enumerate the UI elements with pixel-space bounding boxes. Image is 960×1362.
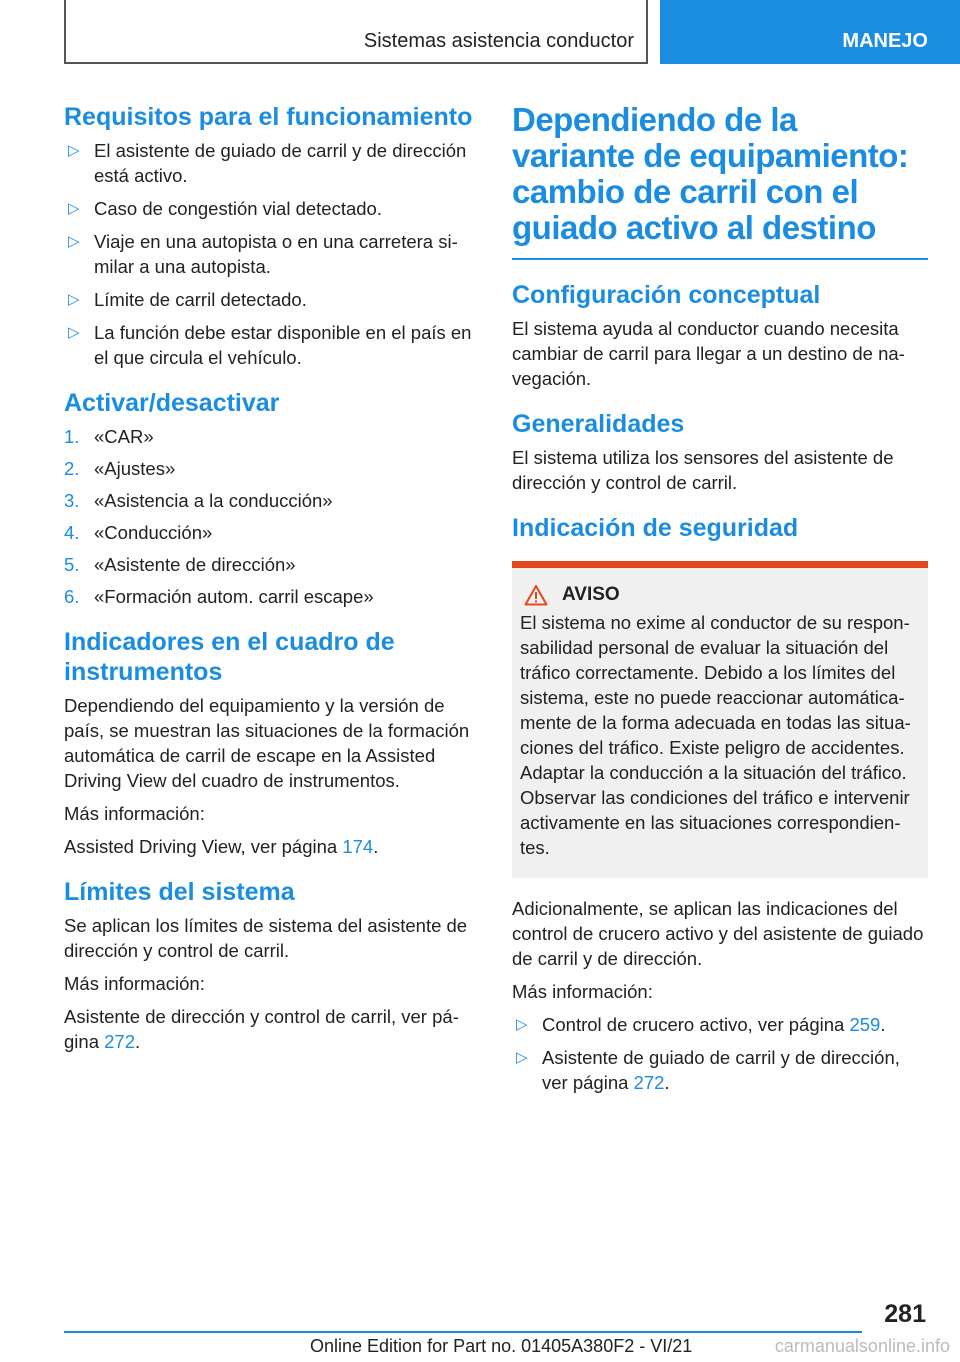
more-info-label: Más información: xyxy=(64,803,205,824)
triangle-bullet-icon: ▷ xyxy=(68,291,80,308)
page-link[interactable]: 272 xyxy=(633,1072,665,1093)
list-item: ▷ Control de crucero activo, ver página 259. xyxy=(516,1014,886,1035)
heading-divider xyxy=(512,258,928,260)
step-item: 1. «CAR» xyxy=(64,426,154,447)
left-column xyxy=(64,102,482,1062)
safety-heading: Indicación de seguridad xyxy=(512,514,799,542)
reference-list xyxy=(512,1012,928,1095)
warning-header xyxy=(520,584,920,606)
right-column xyxy=(512,102,928,1103)
section-title: Sistemas asistencia conductor xyxy=(363,30,634,52)
triangle-bullet-icon: ▷ xyxy=(68,200,80,217)
indicators-heading: Indicadores en el cuadro de instrumentos xyxy=(64,628,395,686)
step-item: 5. «Asistente de dirección» xyxy=(64,554,296,575)
limits-heading: Límites del sistema xyxy=(64,878,295,906)
indicators-text: Dependiendo del equipamiento y la versión de país, se muestran las situaciones de la formación automática de carril de escape en la Assisted Driving View del cuadro de instrumentos. xyxy=(64,695,470,791)
triangle-bullet-icon: ▷ xyxy=(68,233,80,250)
page-link[interactable]: 259 xyxy=(849,1014,881,1035)
list-item: ▷ El asistente de guiado de carril y de dirección está activo. xyxy=(68,140,467,186)
triangle-bullet-icon: ▷ xyxy=(516,1049,528,1066)
activate-heading: Activar/desactivar xyxy=(64,389,280,417)
requirements-list xyxy=(64,138,482,370)
triangle-bullet-icon: ▷ xyxy=(516,1016,528,1033)
additional-text: Adicionalmente, se aplican las indicaciones del control de crucero activo y del asistente de guiado de carril y de dirección. xyxy=(512,898,924,969)
chapter-tab[interactable] xyxy=(660,0,960,64)
page-link[interactable]: 174 xyxy=(342,836,374,857)
reference-line: Assisted Driving View, ver página 174. xyxy=(64,836,379,857)
chapter-tab-label: MANEJO xyxy=(842,30,928,52)
step-item: 2. «Ajustes» xyxy=(64,458,176,479)
limits-text: Se aplican los límites de sistema del asistente de dirección y control de carril. xyxy=(64,915,468,961)
warning-box xyxy=(512,561,928,878)
warning-text: El sistema no exime al conductor de su responsabilidad personal de evaluar la situación del tráfico correctamente. Debido a los límites del sistema, este no puede reaccionar automáticamente de la forma adecuada en todas las situaciones del tráfico. Existe peligro de accidentes. Adaptar la conducción a la situación del tráfico. Observar las condiciones del tráfico e intervenir activamente en las situaciones correspondientes. xyxy=(520,612,911,858)
step-item: 3. «Asistencia a la conducción» xyxy=(64,490,333,511)
concept-text: El sistema ayuda al conductor cuando necesita cambiar de carril para llegar a un destino de navegación. xyxy=(512,318,905,389)
triangle-bullet-icon: ▷ xyxy=(68,324,80,341)
page-link[interactable]: 272 xyxy=(104,1031,135,1052)
requirements-heading: Requisitos para el funcionamiento xyxy=(64,103,473,131)
list-item: ▷ Caso de congestión vial detectado. xyxy=(68,198,382,219)
watermark: carmanualsonline.info xyxy=(774,1336,950,1356)
list-item: ▷ Límite de carril detectado. xyxy=(68,289,307,310)
warning-label: AVISO xyxy=(562,584,620,605)
general-heading: Generalidades xyxy=(512,410,685,438)
concept-heading: Configuración conceptual xyxy=(512,281,821,309)
steps-list xyxy=(64,424,482,609)
reference-line: Asistente de dirección y control de carril, ver página 272. xyxy=(64,1006,459,1052)
general-text: El sistema utiliza los sensores del asistente de dirección y control de carril. xyxy=(512,447,894,493)
step-item: 4. «Conducción» xyxy=(64,522,213,543)
more-info-label: Más información: xyxy=(64,973,205,994)
list-item: ▷ Viaje en una autopista o en una carretera similar a una autopista. xyxy=(68,231,458,277)
page-number: 281 xyxy=(884,1300,926,1328)
edition-text: Online Edition for Part no. 01405A380F2 - VI/21 xyxy=(310,1336,693,1356)
step-item: 6. «Formación autom. carril escape» xyxy=(64,586,374,607)
more-info-label: Más información: xyxy=(512,981,653,1002)
footer-divider xyxy=(64,1331,862,1333)
header-frame xyxy=(64,0,648,64)
warning-triangle-icon xyxy=(524,584,548,606)
list-item: ▷ Asistente de guiado de carril y de dirección, ver página 272. xyxy=(516,1047,900,1093)
main-heading: Dependiendo de la variante de equipamiento: cambio de carril con el guiado activo al destino xyxy=(512,101,909,246)
list-item: ▷ La función debe estar disponible en el país en el que circula el vehículo. xyxy=(68,322,472,368)
triangle-bullet-icon: ▷ xyxy=(68,142,80,159)
